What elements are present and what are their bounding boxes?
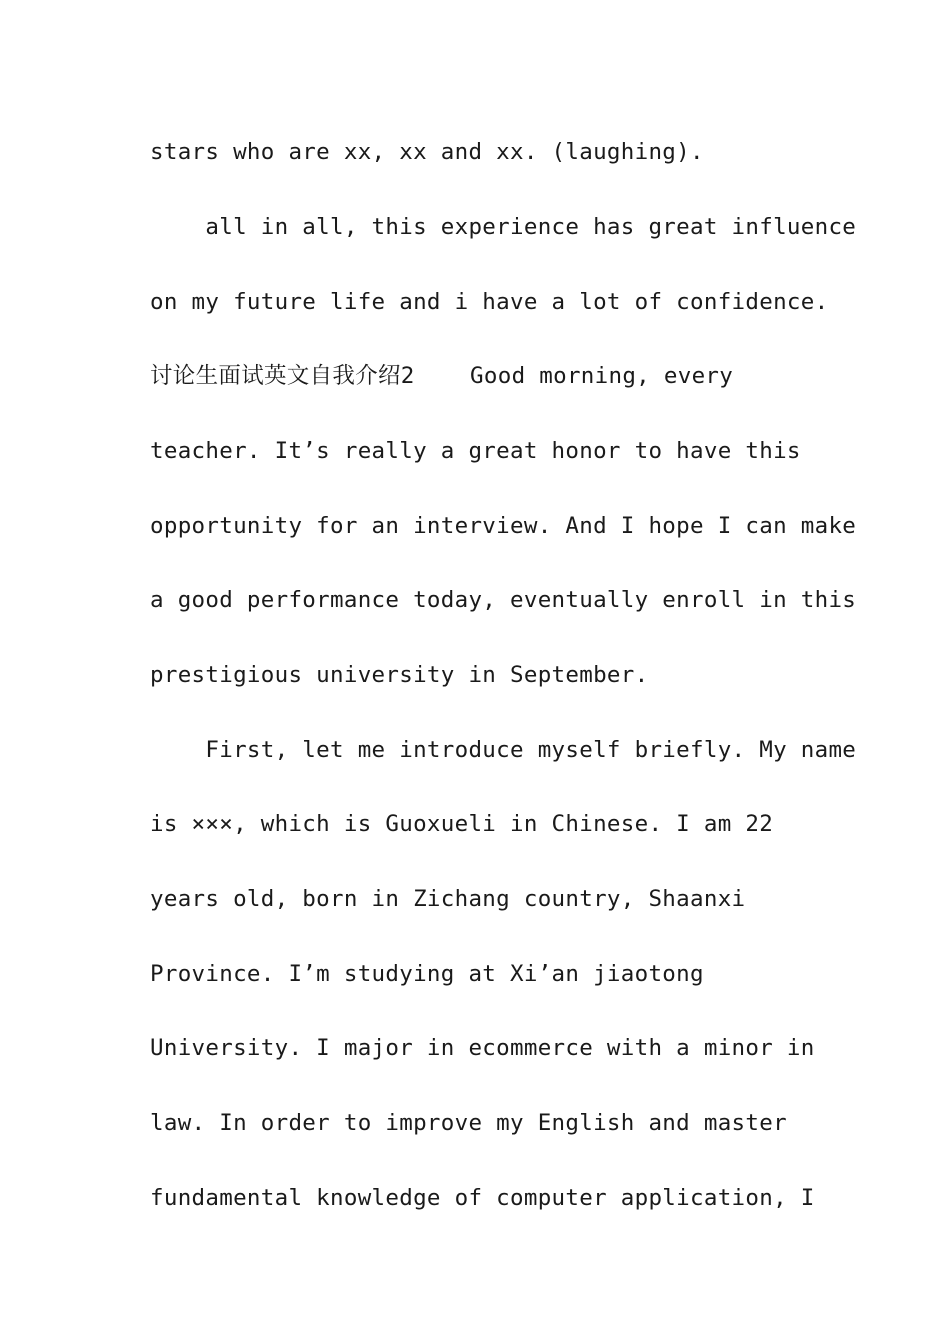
text-line: stars who are xx, xx and xx. (laughing).: [150, 139, 704, 165]
section-heading-line: 讨论生面试英文自我介绍2 Good morning, every: [150, 363, 734, 389]
text-line: First, let me introduce myself briefly. My name: [150, 737, 857, 763]
text-line: opportunity for an interview. And I hope I can make: [150, 513, 857, 539]
text-line: law. In order to improve my English and master: [150, 1110, 787, 1136]
text-line: years old, born in Zichang country, Shaanxi: [150, 886, 746, 912]
text-line: all in all, this experience has great influence: [150, 214, 857, 240]
text-line: on my future life and i have a lot of confidence.: [150, 289, 829, 315]
text-line: is ×××, which is Guoxueli in Chinese. I am 22: [150, 811, 774, 837]
text-line: a good performance today, eventually enroll in this: [150, 587, 857, 613]
text-line: fundamental knowledge of computer application, I: [150, 1185, 815, 1211]
text-line: Province. I’m studying at Xi’an jiaotong: [150, 961, 704, 987]
text-line: prestigious university in September.: [150, 662, 649, 688]
text-line: University. I major in ecommerce with a minor in: [150, 1035, 815, 1061]
text-line: teacher. It’s really a great honor to have this: [150, 438, 801, 464]
